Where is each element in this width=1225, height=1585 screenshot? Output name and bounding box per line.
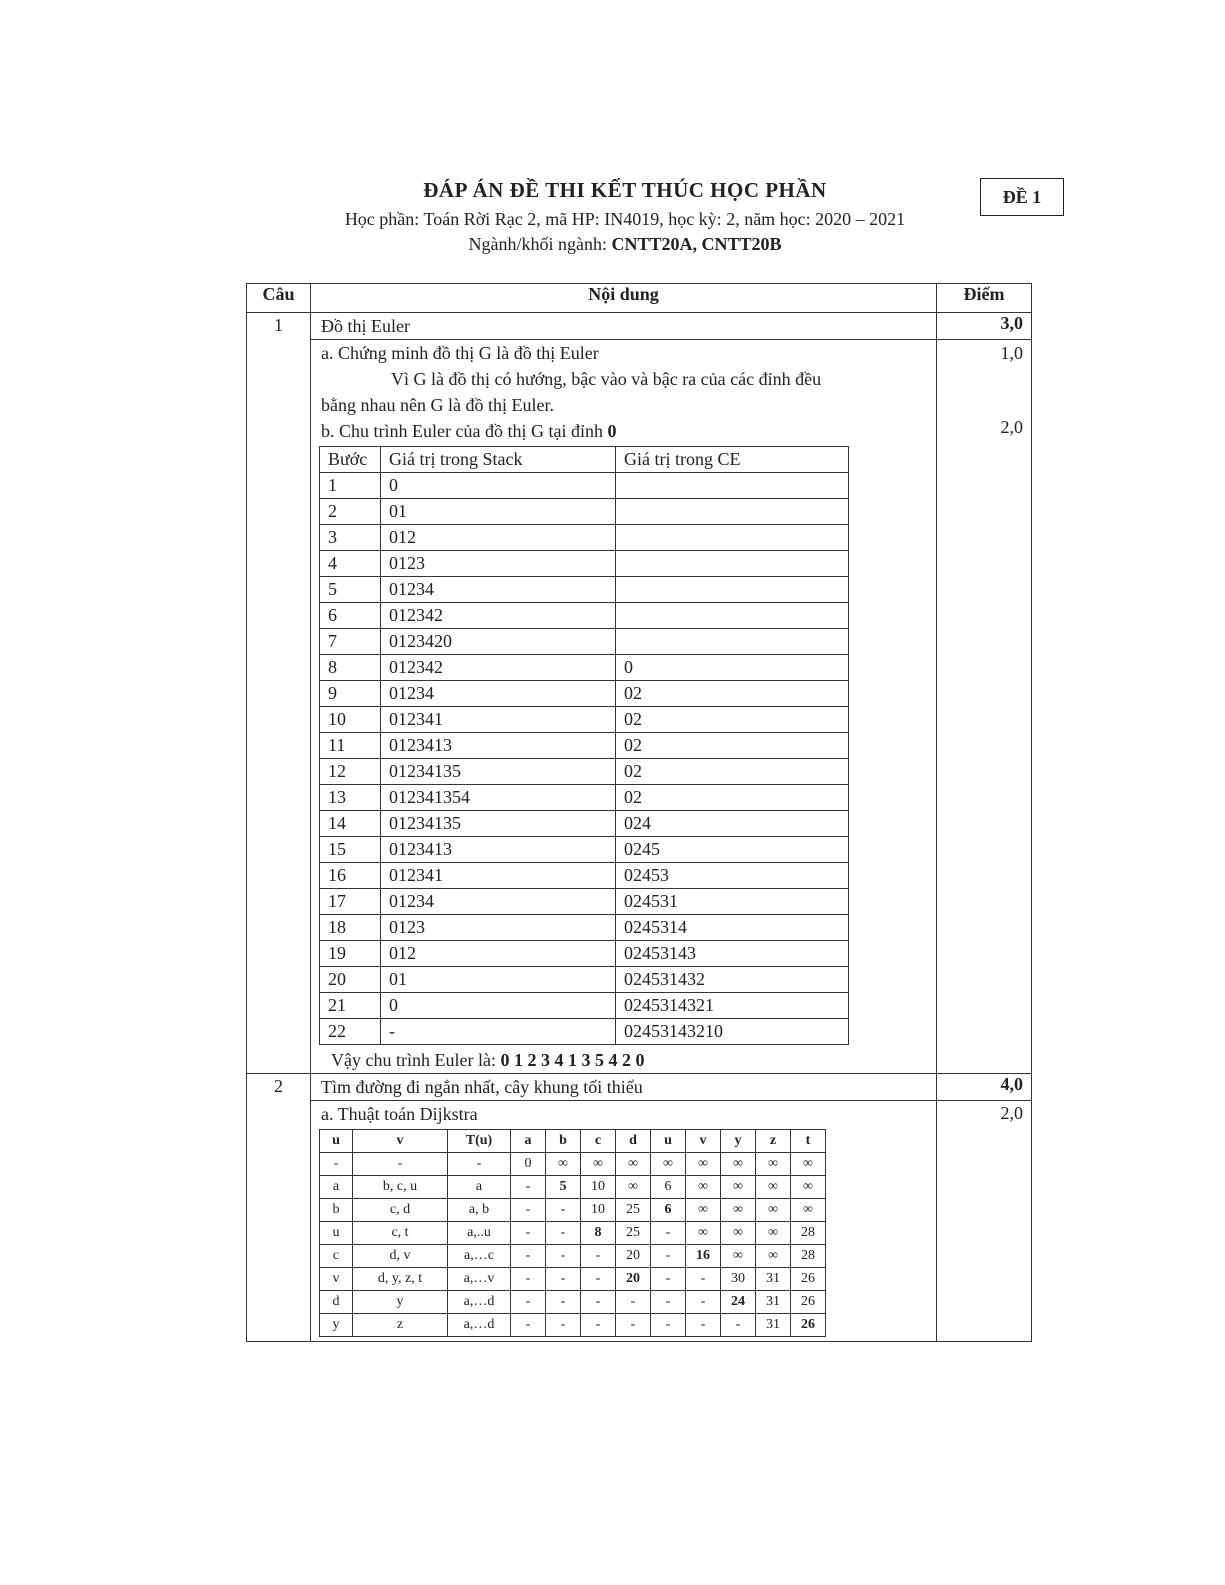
euler-cell: 0123 (381, 551, 616, 577)
q2a-text: a. Thuật toán Dijkstra (321, 1104, 478, 1124)
euler-header-row (320, 447, 849, 473)
dijkstra-cell: 20 (616, 1245, 651, 1268)
q1a-body-1: Vì G là đồ thị có hướng, bậc vào và bậc ra của các đỉnh đều (391, 369, 822, 389)
dijkstra-cell: u (320, 1222, 353, 1245)
dijkstra-cell: ∞ (756, 1199, 791, 1222)
euler-cell: 20 (320, 967, 381, 993)
dijkstra-cell: y (320, 1314, 353, 1337)
course-info: Học phần: Toán Rời Rạc 2, mã HP: IN4019, học kỳ: 2, năm học: 2020 – 2021 (344, 209, 906, 229)
dijkstra-cell: - (686, 1291, 721, 1314)
q1b-points: 2,0 (1000, 417, 1023, 437)
dijkstra-cell: - (546, 1199, 581, 1222)
euler-cell: 10 (320, 707, 381, 733)
document-title: ĐÁP ÁN ĐỀ THI KẾT THÚC HỌC PHẦN (423, 178, 827, 202)
euler-cell (616, 499, 849, 525)
euler-cell: 0 (381, 993, 616, 1019)
euler-cell: - (381, 1019, 616, 1045)
dijkstra-cell: - (686, 1268, 721, 1291)
dijkstra-cell: - (686, 1314, 721, 1337)
dijkstra-cell: 28 (791, 1245, 826, 1268)
dijkstra-header-cell: c (581, 1130, 616, 1153)
euler-cell: 0123413 (381, 733, 616, 759)
dijkstra-cell: 10 (581, 1176, 616, 1199)
euler-cell: 02453 (616, 863, 849, 889)
dijkstra-cell: - (616, 1314, 651, 1337)
euler-cell: 0245 (616, 837, 849, 863)
dijkstra-row (320, 1245, 826, 1268)
dijkstra-row (320, 1176, 826, 1199)
euler-cell: 024 (616, 811, 849, 837)
dijkstra-cell: - (546, 1268, 581, 1291)
euler-cell: 4 (320, 551, 381, 577)
dijkstra-cell: - (448, 1153, 511, 1176)
dijkstra-cell: - (616, 1291, 651, 1314)
dijkstra-header-cell: a (511, 1130, 546, 1153)
dijkstra-cell: 31 (756, 1291, 791, 1314)
euler-cell: 01234135 (381, 811, 616, 837)
euler-header-cell: Bước (320, 447, 381, 473)
euler-cell (616, 551, 849, 577)
euler-row (320, 733, 849, 759)
dijkstra-cell: c (320, 1245, 353, 1268)
dijkstra-cell: a,…d (448, 1314, 511, 1337)
dijkstra-cell: 20 (616, 1268, 651, 1291)
euler-cell: 16 (320, 863, 381, 889)
dijkstra-header-cell: y (721, 1130, 756, 1153)
euler-cell: 024531432 (616, 967, 849, 993)
dijkstra-cell: 5 (546, 1176, 581, 1199)
dijkstra-cell: ∞ (686, 1153, 721, 1176)
q1-conclusion (311, 1047, 936, 1073)
dijkstra-header-cell: T(u) (448, 1130, 511, 1153)
dijkstra-cell: ∞ (546, 1153, 581, 1176)
euler-table (319, 446, 849, 1045)
dijkstra-row (320, 1268, 826, 1291)
euler-cell: 012 (381, 941, 616, 967)
major-value: CNTT20A, CNTT20B (611, 234, 782, 254)
dijkstra-header-cell: b (546, 1130, 581, 1153)
q2-title-cell (311, 1074, 937, 1101)
dijkstra-cell: - (546, 1245, 581, 1268)
euler-cell: 12 (320, 759, 381, 785)
euler-cell: 012342 (381, 603, 616, 629)
dijkstra-cell: 8 (581, 1222, 616, 1245)
col-diem-header: Điểm (937, 284, 1032, 313)
q1a-points: 1,0 (1000, 343, 1023, 363)
dijkstra-cell: d, v (353, 1245, 448, 1268)
euler-cell (616, 577, 849, 603)
euler-cell: 0123 (381, 915, 616, 941)
euler-cell: 14 (320, 811, 381, 837)
dijkstra-cell: - (581, 1245, 616, 1268)
euler-row (320, 707, 849, 733)
dijkstra-cell: - (511, 1314, 546, 1337)
euler-cell: 02 (616, 733, 849, 759)
dijkstra-cell: 31 (756, 1314, 791, 1337)
euler-cell: 01 (381, 967, 616, 993)
q2-title: Tìm đường đi ngắn nhất, cây khung tối thiểu (321, 1077, 643, 1097)
euler-row (320, 941, 849, 967)
dijkstra-cell: d, y, z, t (353, 1268, 448, 1291)
dijkstra-row (320, 1291, 826, 1314)
dijkstra-cell: 16 (686, 1245, 721, 1268)
dijkstra-row (320, 1314, 826, 1337)
euler-row (320, 915, 849, 941)
dijkstra-cell: ∞ (721, 1199, 756, 1222)
dijkstra-cell: a,…v (448, 1268, 511, 1291)
euler-row (320, 759, 849, 785)
q1-number: 1 (247, 313, 311, 1074)
dijkstra-cell: ∞ (686, 1222, 721, 1245)
dijkstra-cell: 10 (581, 1199, 616, 1222)
euler-cell (616, 603, 849, 629)
dijkstra-cell: a, b (448, 1199, 511, 1222)
euler-cell: 0123413 (381, 837, 616, 863)
dijkstra-cell: a,…d (448, 1291, 511, 1314)
q1-sub-points (937, 340, 1032, 1074)
dijkstra-header-cell: v (686, 1130, 721, 1153)
dijkstra-cell: - (581, 1314, 616, 1337)
dijkstra-cell: - (353, 1153, 448, 1176)
dijkstra-cell: a,..u (448, 1222, 511, 1245)
dijkstra-cell: - (546, 1314, 581, 1337)
dijkstra-cell: - (651, 1291, 686, 1314)
dijkstra-table (319, 1129, 826, 1337)
euler-cell: 3 (320, 525, 381, 551)
conclusion-label: Vậy chu trình Euler là: (331, 1050, 501, 1070)
euler-cell: 8 (320, 655, 381, 681)
dijkstra-cell: ∞ (756, 1222, 791, 1245)
dijkstra-cell: d (320, 1291, 353, 1314)
dijkstra-row (320, 1199, 826, 1222)
q1-title-cell (311, 313, 937, 340)
euler-row (320, 863, 849, 889)
euler-cell: 0245314 (616, 915, 849, 941)
q1-title-row (247, 313, 1032, 340)
dijkstra-header-cell: z (756, 1130, 791, 1153)
euler-cell: 17 (320, 889, 381, 915)
dijkstra-cell: b, c, u (353, 1176, 448, 1199)
dijkstra-cell: ∞ (686, 1199, 721, 1222)
dijkstra-cell: ∞ (756, 1153, 791, 1176)
euler-cell: 9 (320, 681, 381, 707)
euler-row (320, 655, 849, 681)
major-info (280, 234, 970, 255)
euler-cell: 024531 (616, 889, 849, 915)
euler-cell: 0123420 (381, 629, 616, 655)
euler-row (320, 629, 849, 655)
euler-cell: 0245314321 (616, 993, 849, 1019)
dijkstra-cell: ∞ (721, 1222, 756, 1245)
euler-row (320, 811, 849, 837)
document-header (280, 178, 970, 255)
euler-cell: 02453143 (616, 941, 849, 967)
dijkstra-cell: - (651, 1314, 686, 1337)
dijkstra-cell: ∞ (721, 1176, 756, 1199)
dijkstra-cell: a (320, 1176, 353, 1199)
dijkstra-cell: - (511, 1291, 546, 1314)
q2-points: 4,0 (937, 1074, 1032, 1101)
dijkstra-cell: ∞ (721, 1153, 756, 1176)
q2-number: 2 (247, 1074, 311, 1342)
dijkstra-cell: ∞ (791, 1199, 826, 1222)
euler-cell: 5 (320, 577, 381, 603)
dijkstra-cell: ∞ (721, 1245, 756, 1268)
dijkstra-cell: ∞ (686, 1176, 721, 1199)
euler-cell: 6 (320, 603, 381, 629)
dijkstra-cell: 25 (616, 1199, 651, 1222)
dijkstra-cell: b (320, 1199, 353, 1222)
euler-cell (616, 525, 849, 551)
answer-table (246, 283, 1032, 1342)
euler-cell: 11 (320, 733, 381, 759)
euler-cell: 22 (320, 1019, 381, 1045)
dijkstra-cell: 28 (791, 1222, 826, 1245)
dijkstra-cell: - (546, 1291, 581, 1314)
dijkstra-cell: ∞ (616, 1176, 651, 1199)
euler-row (320, 525, 849, 551)
euler-row (320, 837, 849, 863)
euler-cell: 01234 (381, 577, 616, 603)
q1a-body-2: bằng nhau nên G là đồ thị Euler. (321, 395, 554, 415)
conclusion-value: 0 1 2 3 4 1 3 5 4 2 0 (500, 1050, 645, 1070)
dijkstra-cell: 26 (791, 1291, 826, 1314)
dijkstra-header-row (320, 1130, 826, 1153)
euler-cell: 01234135 (381, 759, 616, 785)
dijkstra-cell: c, d (353, 1199, 448, 1222)
dijkstra-cell: - (651, 1222, 686, 1245)
euler-row (320, 473, 849, 499)
dijkstra-cell: ∞ (791, 1176, 826, 1199)
dijkstra-cell: ∞ (791, 1153, 826, 1176)
answer-table-header (247, 284, 1032, 313)
q1-title: Đồ thị Euler (321, 316, 410, 336)
euler-cell: 02 (616, 785, 849, 811)
q2a-points: 2,0 (937, 1101, 1032, 1342)
euler-cell: 02 (616, 681, 849, 707)
dijkstra-header-cell: u (651, 1130, 686, 1153)
euler-row (320, 1019, 849, 1045)
dijkstra-cell: c, t (353, 1222, 448, 1245)
dijkstra-cell: - (721, 1314, 756, 1337)
euler-cell: 15 (320, 837, 381, 863)
q1-content (311, 340, 937, 1074)
euler-cell (616, 629, 849, 655)
euler-cell: 02453143210 (616, 1019, 849, 1045)
dijkstra-cell: z (353, 1314, 448, 1337)
euler-cell: 012 (381, 525, 616, 551)
dijkstra-cell: 26 (791, 1268, 826, 1291)
dijkstra-cell: 0 (511, 1153, 546, 1176)
euler-cell: 1 (320, 473, 381, 499)
euler-row (320, 577, 849, 603)
q2-title-row (247, 1074, 1032, 1101)
euler-cell: 21 (320, 993, 381, 1019)
dijkstra-cell: 6 (651, 1199, 686, 1222)
dijkstra-cell: ∞ (581, 1153, 616, 1176)
q2-content-row (247, 1101, 1032, 1342)
q1b-text (311, 418, 936, 444)
dijkstra-row (320, 1153, 826, 1176)
major-label: Ngành/khối ngành: (468, 234, 612, 254)
dijkstra-cell: ∞ (756, 1176, 791, 1199)
dijkstra-cell: - (581, 1268, 616, 1291)
euler-cell: 02 (616, 759, 849, 785)
euler-row (320, 551, 849, 577)
dijkstra-cell: - (511, 1268, 546, 1291)
dijkstra-cell: ∞ (651, 1153, 686, 1176)
dijkstra-header-cell: u (320, 1130, 353, 1153)
dijkstra-header-cell: d (616, 1130, 651, 1153)
euler-row (320, 499, 849, 525)
euler-header-cell: Giá trị trong Stack (381, 447, 616, 473)
euler-cell: 2 (320, 499, 381, 525)
dijkstra-cell: - (651, 1268, 686, 1291)
dijkstra-cell: - (651, 1245, 686, 1268)
euler-cell: 18 (320, 915, 381, 941)
dijkstra-cell: - (546, 1222, 581, 1245)
col-cau-header: Câu (247, 284, 311, 313)
dijkstra-cell: - (511, 1245, 546, 1268)
euler-cell: 01234 (381, 889, 616, 915)
euler-row (320, 993, 849, 1019)
euler-cell: 7 (320, 629, 381, 655)
dijkstra-cell: - (511, 1176, 546, 1199)
euler-row (320, 785, 849, 811)
dijkstra-cell: - (511, 1222, 546, 1245)
exam-version-box: ĐỀ 1 (980, 178, 1064, 216)
euler-row (320, 603, 849, 629)
col-noidung-header: Nội dung (311, 284, 937, 313)
euler-row (320, 681, 849, 707)
dijkstra-cell: 6 (651, 1176, 686, 1199)
q1-points: 3,0 (937, 313, 1032, 340)
q2-content (311, 1101, 937, 1342)
dijkstra-cell: a,…c (448, 1245, 511, 1268)
dijkstra-cell: ∞ (756, 1245, 791, 1268)
dijkstra-cell: 25 (616, 1222, 651, 1245)
dijkstra-row (320, 1222, 826, 1245)
dijkstra-cell: y (353, 1291, 448, 1314)
q1b-vertex: 0 (607, 421, 617, 441)
dijkstra-header-cell: v (353, 1130, 448, 1153)
euler-cell: 012341 (381, 707, 616, 733)
dijkstra-header-cell: t (791, 1130, 826, 1153)
q1-content-row (247, 340, 1032, 1074)
euler-row (320, 889, 849, 915)
q1b-label: b. Chu trình Euler của đồ thị G tại đỉnh (321, 421, 608, 441)
euler-row (320, 967, 849, 993)
q1a-text: a. Chứng minh đồ thị G là đồ thị Euler (321, 343, 599, 363)
dijkstra-cell: 24 (721, 1291, 756, 1314)
euler-cell: 19 (320, 941, 381, 967)
euler-cell (616, 473, 849, 499)
dijkstra-cell: 31 (756, 1268, 791, 1291)
dijkstra-cell: - (581, 1291, 616, 1314)
euler-cell: 012341 (381, 863, 616, 889)
dijkstra-cell: 30 (721, 1268, 756, 1291)
dijkstra-cell: v (320, 1268, 353, 1291)
dijkstra-cell: - (511, 1199, 546, 1222)
dijkstra-cell: ∞ (616, 1153, 651, 1176)
euler-cell: 012341354 (381, 785, 616, 811)
dijkstra-cell: 26 (791, 1314, 826, 1337)
euler-cell: 0 (616, 655, 849, 681)
euler-cell: 0 (381, 473, 616, 499)
dijkstra-cell: - (320, 1153, 353, 1176)
euler-cell: 02 (616, 707, 849, 733)
dijkstra-cell: a (448, 1176, 511, 1199)
euler-cell: 13 (320, 785, 381, 811)
euler-header-cell: Giá trị trong CE (616, 447, 849, 473)
euler-cell: 012342 (381, 655, 616, 681)
euler-cell: 01234 (381, 681, 616, 707)
euler-cell: 01 (381, 499, 616, 525)
